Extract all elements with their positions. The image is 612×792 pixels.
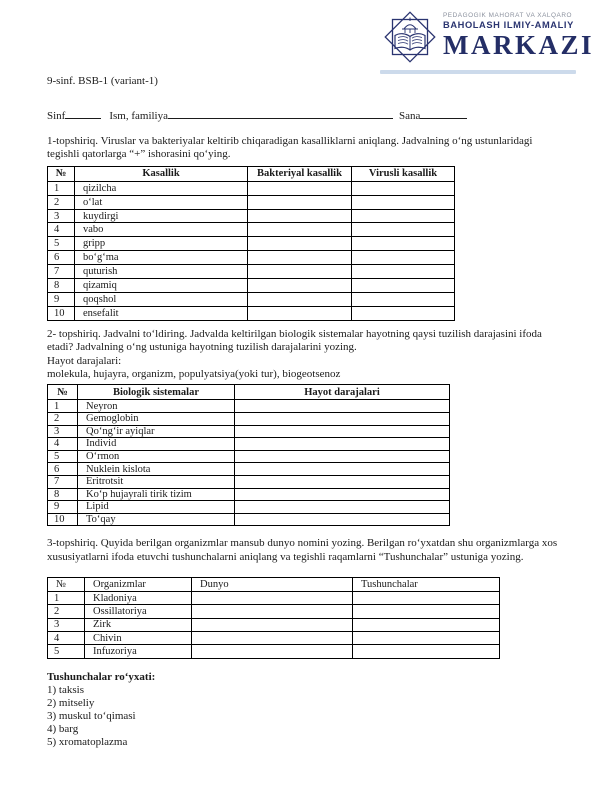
table-row bbox=[48, 400, 450, 413]
col-header-viral: Virusli kasallik bbox=[352, 166, 455, 181]
col-header-life-level: Hayot darajalari bbox=[235, 385, 450, 400]
row-number: 5 bbox=[48, 237, 75, 251]
row-number: 4 bbox=[48, 223, 75, 237]
table-row bbox=[48, 592, 500, 605]
biosystem-name: Nuklein kislota bbox=[78, 463, 235, 476]
organism-name: Infuzoriya bbox=[85, 645, 192, 658]
answer-cell bbox=[248, 279, 352, 293]
table-row bbox=[48, 631, 500, 644]
organism-name: Ossillatoriya bbox=[85, 605, 192, 618]
task3-intro-line1: 3-topshiriq. Quyida berilgan organizmlar mansub dunyo nomini yozing. Berilgan ro‘yxatdan shu organizmlarga xos bbox=[47, 537, 558, 550]
disease-name: qizilcha bbox=[75, 181, 248, 195]
answer-cell bbox=[352, 265, 455, 279]
document-body bbox=[47, 74, 568, 749]
biosystem-name: Neyron bbox=[78, 400, 235, 413]
organism-name: Kladoniya bbox=[85, 592, 192, 605]
answer-cell bbox=[235, 463, 450, 476]
col-header-number: № bbox=[48, 385, 78, 400]
row-number: 2 bbox=[48, 605, 85, 618]
concept-item: 5) xromatoplazma bbox=[47, 736, 128, 749]
answer-cell bbox=[352, 306, 455, 320]
table-row bbox=[48, 412, 450, 425]
biosystem-name: Gemoglobin bbox=[78, 412, 235, 425]
concepts-list-block bbox=[47, 670, 568, 749]
row-number: 5 bbox=[48, 450, 78, 463]
answer-cell bbox=[235, 450, 450, 463]
table-row bbox=[48, 223, 455, 237]
name-blank-line bbox=[168, 108, 393, 119]
biosystem-name: Lipid bbox=[78, 501, 235, 514]
row-number: 4 bbox=[48, 631, 85, 644]
table-header-row bbox=[48, 166, 455, 181]
table-header-row bbox=[48, 385, 450, 400]
answer-cell bbox=[352, 237, 455, 251]
row-number: 6 bbox=[48, 251, 75, 265]
answer-cell bbox=[192, 618, 353, 631]
col-header-kingdom: Dunyo bbox=[192, 578, 353, 592]
answer-cell bbox=[352, 195, 455, 209]
logo-subtitle-top: PEDAGOGIK MAHORAT VA XALQARO bbox=[443, 12, 573, 19]
row-number: 3 bbox=[48, 618, 85, 631]
biosystem-name: To‘qay bbox=[78, 513, 235, 526]
disease-name: ensefalit bbox=[75, 306, 248, 320]
biosystem-name: Eritrotsit bbox=[78, 475, 235, 488]
table-row bbox=[48, 501, 450, 514]
concepts-list-title: Tushunchalar ro‘yxati: bbox=[47, 670, 156, 683]
table-row bbox=[48, 279, 455, 293]
answer-cell bbox=[248, 181, 352, 195]
biosystem-name: Individ bbox=[78, 438, 235, 451]
disease-name: qizamiq bbox=[75, 279, 248, 293]
answer-cell bbox=[352, 223, 455, 237]
answer-cell bbox=[248, 306, 352, 320]
col-header-number: № bbox=[48, 166, 75, 181]
col-header-bacterial: Bakteriyal kasallik bbox=[248, 166, 352, 181]
row-number: 1 bbox=[48, 592, 85, 605]
answer-cell bbox=[248, 237, 352, 251]
answer-cell bbox=[235, 400, 450, 413]
row-number: 9 bbox=[48, 292, 75, 306]
col-header-biosystem: Biologik sistemalar bbox=[78, 385, 235, 400]
task2-intro-line2: etadi? Jadvalning o‘ng ustuniga hayotning tuzilish darajalarini yozing. bbox=[47, 341, 357, 354]
answer-cell bbox=[235, 501, 450, 514]
answer-cell bbox=[353, 605, 500, 618]
disease-name: qoqshol bbox=[75, 292, 248, 306]
table-row bbox=[48, 237, 455, 251]
row-number: 3 bbox=[48, 425, 78, 438]
table-row bbox=[48, 306, 455, 320]
answer-cell bbox=[235, 475, 450, 488]
row-number: 2 bbox=[48, 195, 75, 209]
answer-cell bbox=[353, 631, 500, 644]
row-number: 7 bbox=[48, 475, 78, 488]
levels-list: molekula, hujayra, organizm, populyatsiya(yoki tur), biogeotsenoz bbox=[47, 367, 341, 380]
center-logo bbox=[380, 7, 594, 74]
organism-name: Zirk bbox=[85, 618, 192, 631]
task2-intro-line1: 2- topshiriq. Jadvalni to‘ldiring. Jadvalda keltirilgan biologik sistemalar hayotning qaysi tuzilish darajasini ifoda bbox=[47, 327, 542, 340]
table-row bbox=[48, 450, 450, 463]
table-row bbox=[48, 513, 450, 526]
concept-item: 1) taksis bbox=[47, 684, 84, 697]
table-row bbox=[48, 209, 455, 223]
table-row bbox=[48, 463, 450, 476]
row-number: 2 bbox=[48, 412, 78, 425]
task1-intro-line1: 1-topshiriq. Viruslar va bakteriyalar keltirib chiqaradigan kasalliklarni aniqlang. Jadvalning o‘ng ustunlaridagi bbox=[47, 135, 533, 147]
answer-cell bbox=[248, 223, 352, 237]
answer-cell bbox=[248, 195, 352, 209]
bio-systems-table bbox=[47, 384, 450, 526]
row-number: 1 bbox=[48, 181, 75, 195]
answer-cell bbox=[248, 251, 352, 265]
answer-cell bbox=[235, 513, 450, 526]
row-number: 5 bbox=[48, 645, 85, 658]
disease-name: vabo bbox=[75, 223, 248, 237]
answer-cell bbox=[248, 292, 352, 306]
class-label: Sinf bbox=[47, 110, 66, 122]
row-number: 3 bbox=[48, 209, 75, 223]
biosystem-name: O‘rmon bbox=[78, 450, 235, 463]
answer-cell bbox=[248, 209, 352, 223]
table-row bbox=[48, 618, 500, 631]
answer-cell bbox=[352, 209, 455, 223]
task3-intro bbox=[47, 537, 568, 564]
disease-name: quturish bbox=[75, 265, 248, 279]
answer-cell bbox=[192, 605, 353, 618]
name-label: Ism, familiya bbox=[109, 110, 168, 122]
row-number: 8 bbox=[48, 488, 78, 501]
answer-cell bbox=[235, 425, 450, 438]
row-number: 4 bbox=[48, 438, 78, 451]
col-header-number: № bbox=[48, 578, 85, 592]
answer-cell bbox=[353, 592, 500, 605]
disease-name: gripp bbox=[75, 237, 248, 251]
answer-cell bbox=[352, 292, 455, 306]
eight-pointed-star-book-icon bbox=[380, 7, 440, 67]
col-header-organisms: Organizmlar bbox=[85, 578, 192, 592]
col-header-disease: Kasallik bbox=[75, 166, 248, 181]
col-header-concepts: Tushunchalar bbox=[353, 578, 500, 592]
task1-intro-line2: tegishli qatorlarga “+” ishorasini qo‘ying. bbox=[47, 148, 231, 161]
table-row bbox=[48, 265, 455, 279]
answer-cell bbox=[235, 488, 450, 501]
table-row bbox=[48, 195, 455, 209]
table-row bbox=[48, 488, 450, 501]
answer-cell bbox=[353, 618, 500, 631]
table-row bbox=[48, 475, 450, 488]
table-row bbox=[48, 292, 455, 306]
logo-wordmark: MARKAZI bbox=[443, 30, 594, 60]
table-row bbox=[48, 645, 500, 658]
answer-cell bbox=[192, 645, 353, 658]
table-row bbox=[48, 605, 500, 618]
organism-name: Chivin bbox=[85, 631, 192, 644]
diseases-table bbox=[47, 166, 455, 321]
class-blank-line bbox=[65, 108, 101, 119]
row-number: 6 bbox=[48, 463, 78, 476]
table-header-row bbox=[48, 578, 500, 592]
table-row bbox=[48, 181, 455, 195]
answer-cell bbox=[352, 181, 455, 195]
concept-item: 2) mitseliy bbox=[47, 697, 95, 710]
row-number: 1 bbox=[48, 400, 78, 413]
row-number: 7 bbox=[48, 265, 75, 279]
answer-cell bbox=[192, 631, 353, 644]
logo-text-block bbox=[443, 7, 594, 60]
disease-name: kuydirgi bbox=[75, 209, 248, 223]
answer-cell bbox=[353, 645, 500, 658]
table-row bbox=[48, 438, 450, 451]
page-title: 9-sinf. BSB-1 (variant-1) bbox=[47, 75, 158, 87]
date-label: Sana bbox=[399, 110, 421, 122]
answer-cell bbox=[248, 265, 352, 279]
answer-cell bbox=[352, 279, 455, 293]
table-row bbox=[48, 425, 450, 438]
task2-intro bbox=[47, 328, 568, 382]
disease-name: bo‘g‘ma bbox=[75, 251, 248, 265]
row-number: 10 bbox=[48, 306, 75, 320]
biosystem-name: Qo‘ng‘ir ayiqlar bbox=[78, 425, 235, 438]
logo-subtitle: BAHOLASH ILMIY-AMALIY bbox=[443, 20, 574, 30]
date-blank-line bbox=[420, 108, 467, 119]
task3-intro-line2: xususiyatlarni ifoda etuvchi tushunchalarni aniqlang va tegishli raqamlarni “Tushunchalar” ustuniga yozing. bbox=[47, 550, 524, 563]
row-number: 8 bbox=[48, 279, 75, 293]
answer-cell bbox=[235, 438, 450, 451]
answer-cell bbox=[352, 251, 455, 265]
organisms-table bbox=[47, 577, 500, 658]
task1-intro bbox=[47, 135, 568, 162]
row-number: 10 bbox=[48, 513, 78, 526]
concept-item: 3) muskul to‘qimasi bbox=[47, 710, 136, 723]
answer-cell bbox=[192, 592, 353, 605]
levels-label: Hayot darajalari: bbox=[47, 354, 122, 367]
disease-name: o‘lat bbox=[75, 195, 248, 209]
student-info-line bbox=[47, 108, 568, 123]
concept-item: 4) barg bbox=[47, 723, 79, 736]
table-row bbox=[48, 251, 455, 265]
biosystem-name: Ko‘p hujayrali tirik tizim bbox=[78, 488, 235, 501]
answer-cell bbox=[235, 412, 450, 425]
row-number: 9 bbox=[48, 501, 78, 514]
